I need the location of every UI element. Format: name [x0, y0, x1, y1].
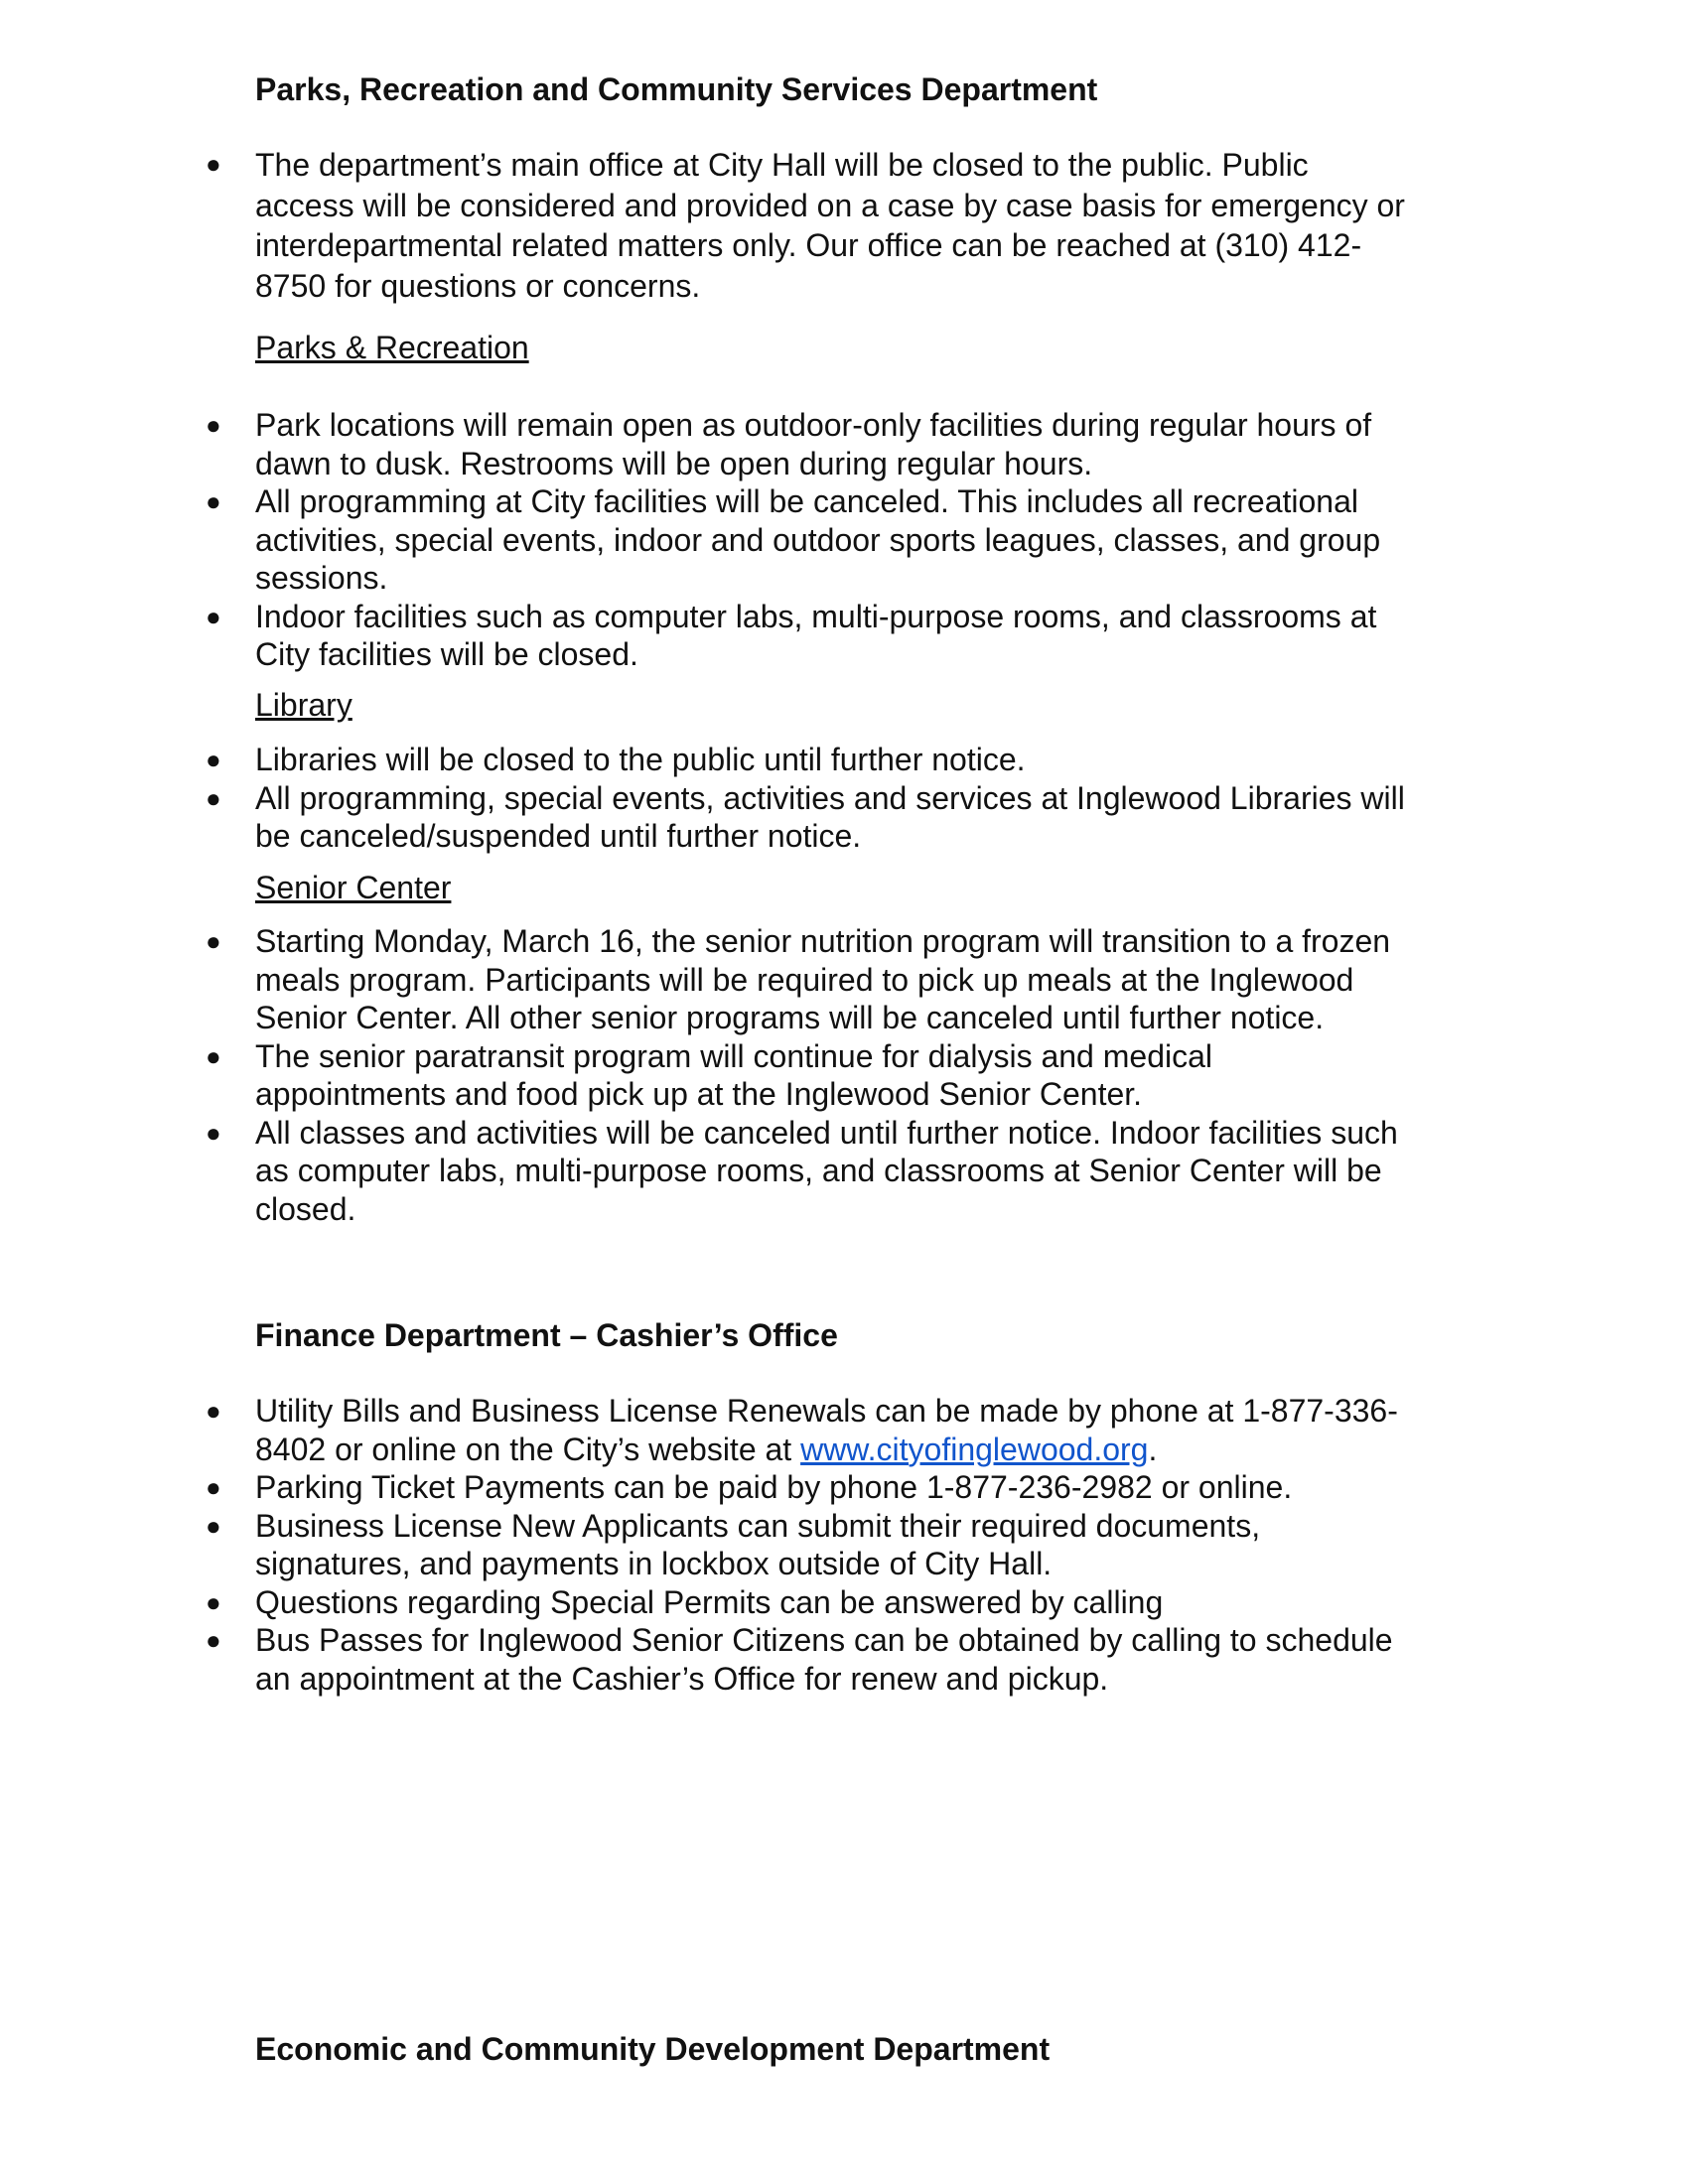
- bullet-icon: ●: [206, 782, 221, 813]
- bullet-icon: ●: [206, 1396, 221, 1426]
- bullet-icon: ●: [206, 1586, 221, 1617]
- list-item-text: Libraries will be closed to the public until further notice.: [255, 742, 1026, 777]
- senior-center-list: [0, 922, 1410, 1228]
- parks-intro-list: [0, 145, 1410, 306]
- bullet-icon: ●: [206, 1040, 221, 1071]
- list-item: [0, 922, 1410, 1037]
- list-item-text: Business License New Applicants can submit their required documents, signatures, and payments in lockbox outside of City Hall.: [255, 1507, 1261, 1581]
- list-item: [0, 406, 1410, 482]
- list-item: [0, 1583, 1410, 1622]
- economic-department-heading: Economic and Community Development Department: [255, 2031, 1051, 2067]
- bullet-icon: ●: [206, 1510, 221, 1541]
- list-item: [0, 482, 1410, 598]
- list-item: [0, 145, 1410, 306]
- list-item-text: The senior paratransit program will continue for dialysis and medical appointments and food pick up at the Inglewood Senior Center.: [255, 1037, 1212, 1112]
- list-item: [0, 1037, 1410, 1114]
- bullet-icon: ●: [206, 601, 221, 631]
- parks-department-heading: Parks, Recreation and Community Services Department: [255, 71, 1098, 107]
- bullet-icon: ●: [206, 1472, 221, 1502]
- parks-recreation-subheading: Parks & Recreation: [255, 330, 529, 365]
- list-item-text: Questions regarding Special Permits can be answered by calling: [255, 1583, 1164, 1620]
- list-item-text: The department’s main office at City Hall will be closed to the public. Public access will be considered and provided on a case by case basis for emergency or interdepartmental related matters only. Our office can be reached at (310) 412-8750 for questions or concerns.: [255, 147, 1405, 304]
- senior-center-subheading: Senior Center: [255, 870, 452, 905]
- list-item-text: Park locations will remain open as outdoor-only facilities during regular hours of dawn to dusk. Restrooms will be open during regular hours.: [255, 407, 1372, 481]
- bullet-icon: ●: [206, 410, 221, 440]
- library-subheading: Library: [255, 687, 352, 723]
- list-item: [0, 779, 1410, 856]
- list-item: [0, 1621, 1410, 1698]
- list-item-text: Starting Monday, March 16, the senior nutrition program will transition to a frozen meals program. Participants will be required to pick up meals at the Inglewood Senior Center. All other senior programs will be canceled until further notice.: [255, 923, 1391, 1035]
- list-item: [0, 741, 1410, 779]
- bullet-icon: ●: [206, 1117, 221, 1148]
- list-item: [0, 1468, 1410, 1507]
- bullet-icon: ●: [206, 149, 221, 179]
- list-item-text: All programming, special events, activities and services at Inglewood Libraries will be canceled/suspended until further notice.: [255, 779, 1405, 854]
- list-item: [0, 598, 1410, 674]
- bullet-icon: ●: [206, 486, 221, 516]
- list-item: [0, 1114, 1410, 1229]
- list-item-text-part: Utility Bills and Business License Renewals can be made by phone at 1-877-336-8402 or online on the City’s website at: [255, 1393, 1398, 1467]
- list-item-text: [255, 1392, 1410, 1468]
- parks-recreation-list: [0, 406, 1410, 674]
- finance-list: [0, 1392, 1410, 1698]
- list-item-text: All classes and activities will be canceled until further notice. Indoor facilities such as computer labs, multi-purpose rooms, and classrooms at Senior Center will be closed.: [255, 1114, 1398, 1227]
- list-item: [0, 1507, 1410, 1583]
- bullet-icon: ●: [206, 745, 221, 774]
- list-item-text: Bus Passes for Inglewood Senior Citizens can be obtained by calling to schedule an appointment at the Cashier’s Office for renew and pickup.: [255, 1622, 1393, 1697]
- list-item: [0, 1392, 1410, 1468]
- library-list: [0, 741, 1410, 856]
- list-item-text: All programming at City facilities will be canceled. This includes all recreational activities, special events, indoor and outdoor sports leagues, classes, and group sessions.: [255, 483, 1381, 596]
- bullet-icon: ●: [206, 926, 221, 956]
- finance-department-heading: Finance Department – Cashier’s Office: [255, 1317, 838, 1353]
- list-item-text-part: .: [1148, 1431, 1158, 1467]
- city-website-link[interactable]: www.cityofinglewood.org: [800, 1431, 1149, 1467]
- bullet-icon: ●: [206, 1625, 221, 1655]
- list-item-text: Indoor facilities such as computer labs, multi-purpose rooms, and classrooms at City facilities will be closed.: [255, 598, 1377, 672]
- list-item-text: Parking Ticket Payments can be paid by phone 1-877-236-2982 or online.: [255, 1469, 1293, 1505]
